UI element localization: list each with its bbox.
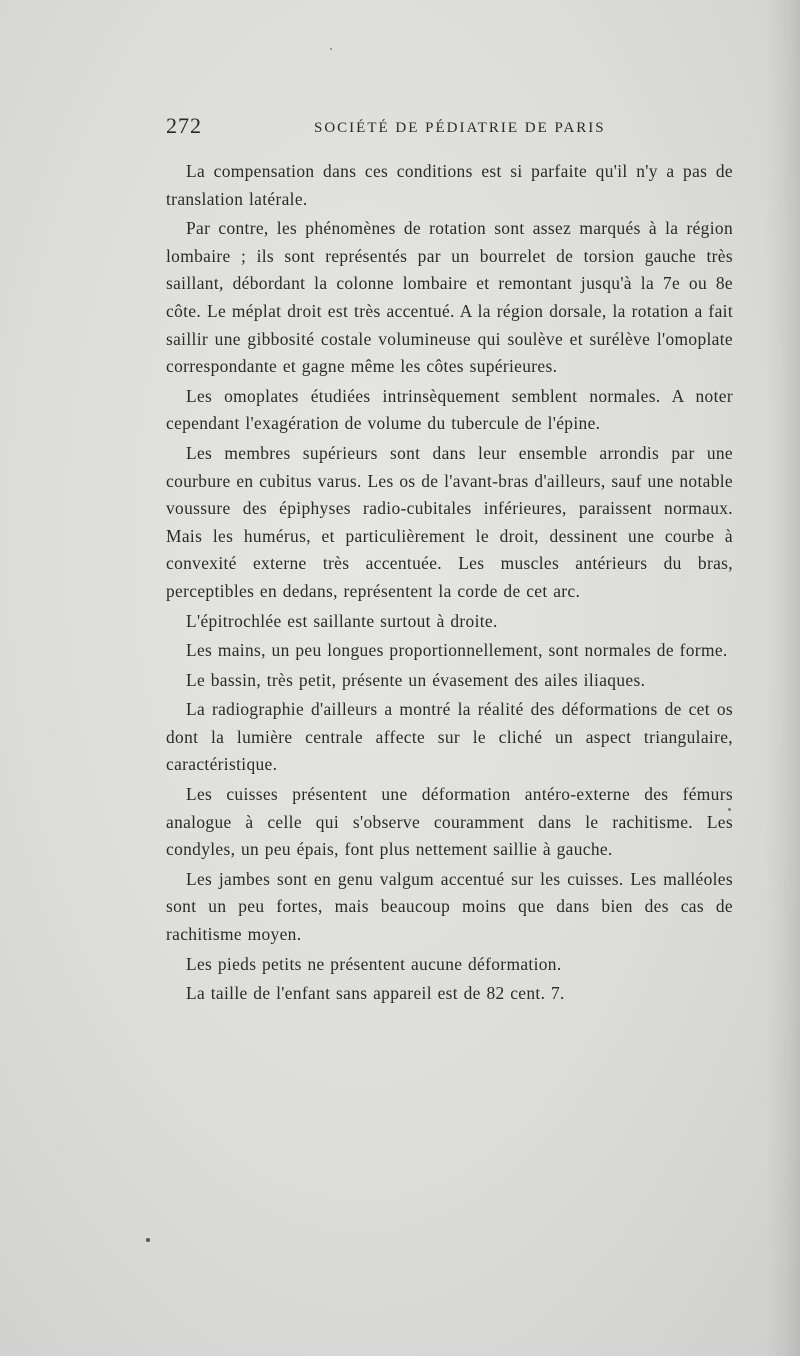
paragraph-radiographie: La radiographie d'ailleurs a montré la réalité des déformations de cet os dont la lumière centrale affecte sur le cliché un aspect triangulaire, caractéristique. — [166, 699, 733, 775]
paragraph-membres-superieurs: Les membres supérieurs sont dans leur ensemble arrondis par une courbure en cubitus varus. Les os de l'avant-bras d'ailleurs, sauf une notable voussure des épiphyses radio-cubitales inférieures, paraissent normaux. Mais les humérus, et particulièrement le droit, dessinent une courbe à convexité externe très accentuée. Les muscles antérieurs du bras, perceptibles en dedans, représentent la corde de cet arc. — [166, 442, 733, 601]
body-text — [166, 158, 733, 1010]
ink-speck — [330, 48, 332, 50]
paragraph-epitrochlee: L'épitrochlée est saillante surtout à droite. — [186, 610, 498, 631]
paragraph-rotation: Par contre, les phénomènes de rotation sont assez marqués à la région lombaire ; ils sont représentés par un bourrelet de torsion gauche très saillant, débordant la colonne lombaire et remontant jusqu'à la 7e ou 8e côte. Le méplat droit est très accentué. A la région dorsale, la rotation a fait saillir une gibbosité costale volumineuse qui soulève et surélève l'omoplate correspondante et gagne même les côtes supérieures. — [166, 218, 733, 377]
page-edge-shadow — [766, 0, 800, 1356]
ink-speck — [146, 1238, 150, 1242]
paragraph-taille: La taille de l'enfant sans appareil est de 82 cent. 7. — [186, 983, 565, 1004]
paragraph-bassin: Le bassin, très petit, présente un évasement des ailes iliaques. — [186, 669, 646, 690]
page-header — [166, 113, 606, 147]
paragraph-pieds: Les pieds petits ne présentent aucune déformation. — [186, 953, 562, 974]
paragraph-omoplates: Les omoplates étudiées intrinsèquement semblent normales. A noter cependant l'exagération de volume du tubercule de l'épine. — [166, 385, 733, 434]
paragraph-cuisses: Les cuisses présentent une déformation antéro-externe des fémurs analogue à celle qui s'observe couramment dans le rachitisme. Les condyles, un peu épais, font plus nettement saillie à gauche. — [166, 784, 733, 860]
running-title: SOCIÉTÉ DE PÉDIATRIE DE PARIS — [314, 120, 606, 136]
page-number: 272 — [166, 113, 202, 138]
paragraph-compensation: La compensation dans ces conditions est si parfaite qu'il n'y a pas de translation latérale. — [166, 161, 733, 209]
ink-speck — [728, 808, 731, 811]
paragraph-jambes: Les jambes sont en genu valgum accentué sur les cuisses. Les malléoles sont un peu fortes, mais beaucoup moins que dans bien des cas de rachitisme moyen. — [166, 868, 733, 945]
paragraph-mains: Les mains, un peu longues proportionnellement, sont normales de forme. — [186, 640, 728, 661]
